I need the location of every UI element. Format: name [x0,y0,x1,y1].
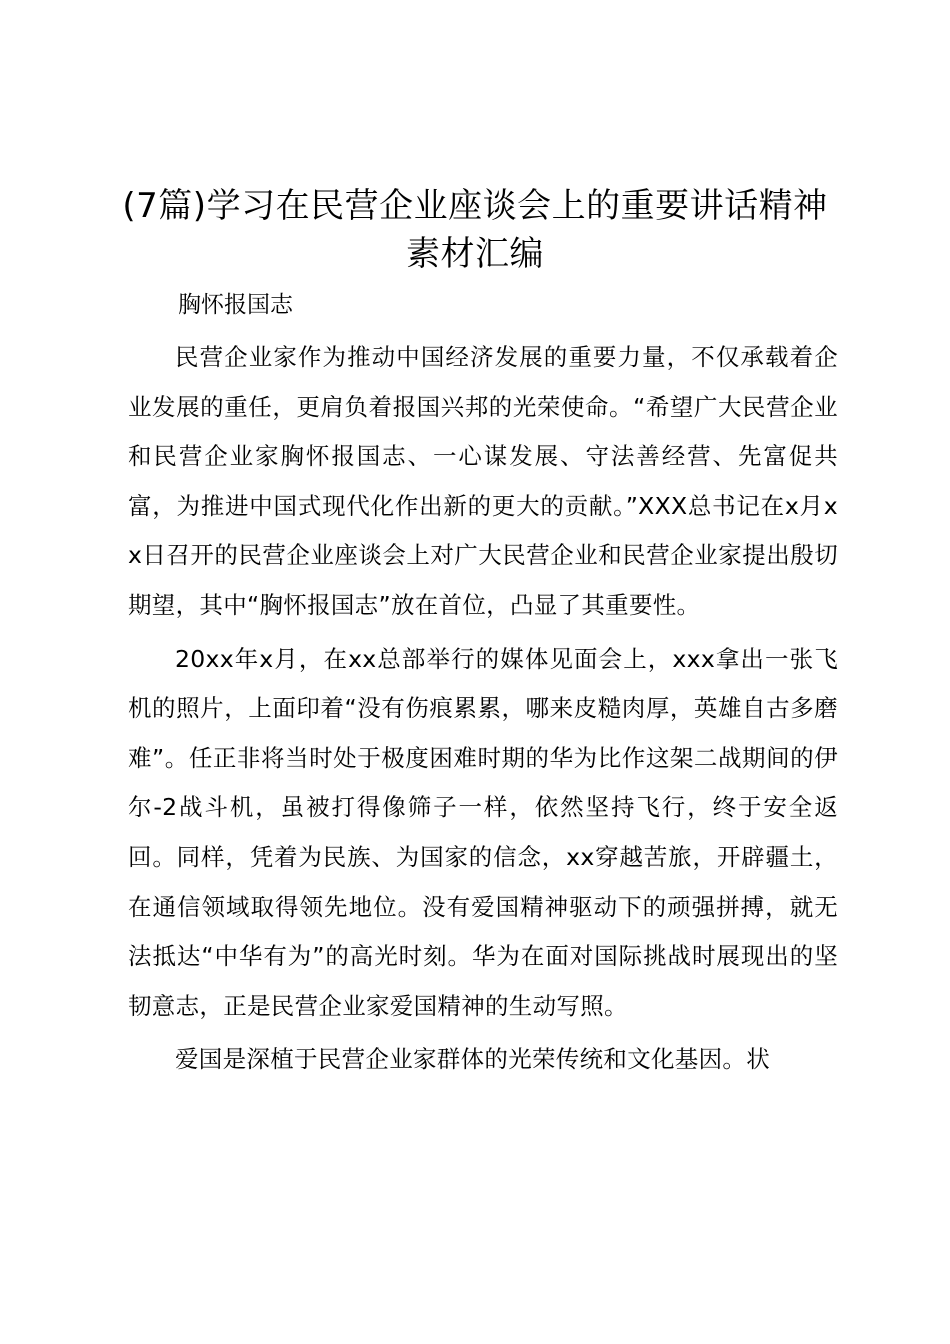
paragraph-1: 民营企业家作为推动中国经济发展的重要力量，不仅承载着企业发展的重任，更肩负着报国兴邦的光荣使命。“希望广大民营企业和民营企业家胸怀报国志、一心谋发展、守法善经营、先富促共富，为推进中国式现代化作出新的更大的贡献。”XXX总书记在x月xx日召开的民营企业座谈会上对广大民营企业和民营企业家提出殷切期望，其中“胸怀报国志”放在首位，凸显了其重要性。 [128,343,838,619]
paragraph-3: 爱国是深植于民营企业家群体的光荣传统和文化基因。状 [175,1045,770,1074]
paragraph-2: 20xx年x月，在xx总部举行的媒体见面会上，xxx拿出一张飞机的照片，上面印着“没有伤痕累累，哪来皮糙肉厚，英雄自古多磨难”。任正非将当时处于极度困难时期的华为比作这架二战期间的伊尔-2战斗机，虽被打得像筛子一样，依然坚持飞行，终于安全返回。同样，凭着为民族、为国家的信念，xx穿越苦旅，开辟疆土，在通信领域取得领先地位。没有爱国精神驱动下的顽强拼搏，就无法抵达“中华有为”的高光时刻。华为在面对国际挑战时展现出的坚韧意志，正是民营企业家爱国精神的生动写照。 [128,644,838,1020]
document-body [128,333,838,1089]
section-heading: 胸怀报国志 [178,292,293,318]
document-title: (7篇)学习在民营企业座谈会上的重要讲话精神素材汇编 [122,186,828,274]
